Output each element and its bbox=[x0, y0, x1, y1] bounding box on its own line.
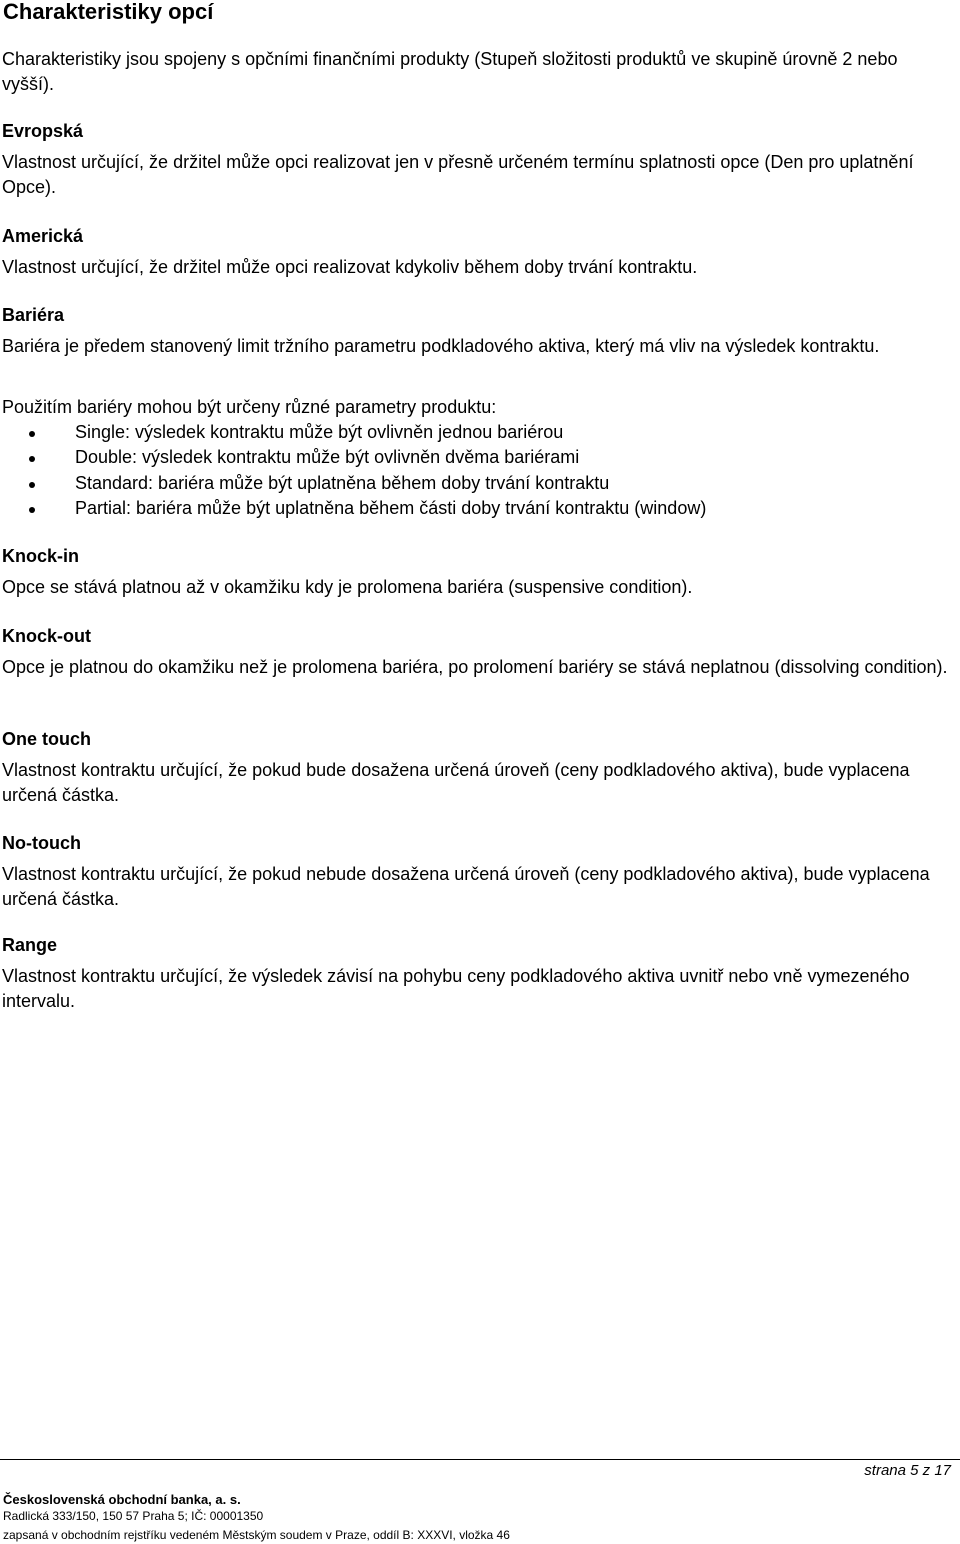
bullet-icon bbox=[29, 482, 35, 488]
section-notouch bbox=[2, 831, 954, 911]
section-knockout bbox=[2, 624, 954, 680]
list-item-text: Partial: bariéra může být uplatněna během části doby trvání kontraktu (window) bbox=[75, 498, 707, 518]
section-bariera bbox=[2, 303, 954, 359]
list-item bbox=[2, 496, 954, 522]
section-text-notouch: Vlastnost kontraktu určující, že pokud nebude dosažena určená úroveň (ceny podkladového aktiva), bude vyplacena určená částka. bbox=[2, 864, 930, 909]
list-item bbox=[2, 445, 954, 471]
list-item-text: Single: výsledek kontraktu může být ovlivněn jednou bariérou bbox=[75, 421, 564, 442]
section-heading-range: Range bbox=[2, 935, 58, 955]
bariera-parameter-list bbox=[2, 420, 954, 522]
list-item bbox=[2, 471, 954, 497]
section-text-bariera: Bariéra je předem stanovený limit tržního parametru podkladového aktiva, který má vliv na výsledek kontraktu. bbox=[2, 336, 880, 356]
list-item-text: Double: výsledek kontraktu může být ovlivněn dvěma bariérami bbox=[75, 447, 580, 467]
footer-registry: zapsaná v obchodním rejstříku vedeném Městským soudem v Praze, oddíl B: XXXVI, vložka 46 bbox=[3, 1528, 510, 1542]
section-heading-evropska: Evropská bbox=[2, 121, 84, 141]
bullet-icon bbox=[29, 456, 35, 462]
footer-address: Radlická 333/150, 150 57 Praha 5; IČ: 00001350 bbox=[3, 1509, 264, 1523]
list-item-text: Standard: bariéra může být uplatněna během doby trvání kontraktu bbox=[75, 472, 610, 493]
section-heading-onetouch: One touch bbox=[2, 729, 91, 749]
section-range bbox=[2, 933, 954, 1013]
section-onetouch bbox=[2, 727, 954, 807]
section-text-knockin: Opce se stává platnou až v okamžiku kdy je prolomena bariéra (suspensive condition). bbox=[2, 577, 693, 597]
section-heading-knockin: Knock-in bbox=[2, 546, 80, 566]
section-evropska bbox=[2, 119, 954, 199]
intro-section bbox=[2, 47, 954, 96]
page-number: strana 5 z 17 bbox=[864, 1462, 951, 1479]
section-heading-americka: Americká bbox=[2, 226, 84, 246]
page-title: Charakteristiky opcí bbox=[3, 0, 214, 24]
section-text-americka: Vlastnost určující, že držitel může opci realizovat kdykoliv během doby trvání kontraktu. bbox=[2, 257, 698, 277]
footer-divider bbox=[0, 1459, 960, 1460]
intro-text: Charakteristiky jsou spojeny s opčními finančními produkty (Stupeň složitosti produktů ve skupině úrovně 2 nebo vyšší). bbox=[2, 49, 898, 94]
section-text-knockout: Opce je platnou do okamžiku než je prolomena bariéra, po prolomení bariéry se stává neplatnou (dissolving condition). bbox=[2, 657, 948, 677]
section-bariera-usage bbox=[2, 395, 954, 522]
section-text-evropska: Vlastnost určující, že držitel může opci realizovat jen v přesně určeném termínu splatnosti opce (Den pro uplatnění Opce). bbox=[2, 152, 914, 197]
footer-company-name: Československá obchodní banka, a. s. bbox=[3, 1492, 241, 1507]
bariera-usage-intro: Použitím bariéry mohou být určeny různé parametry produktu: bbox=[2, 397, 497, 417]
section-heading-bariera: Bariéra bbox=[2, 305, 65, 325]
bullet-icon bbox=[29, 507, 35, 513]
section-text-range: Vlastnost kontraktu určující, že výsledek závisí na pohybu ceny podkladového aktiva uvnitř nebo vně vymezeného intervalu. bbox=[2, 966, 910, 1011]
section-text-onetouch: Vlastnost kontraktu určující, že pokud bude dosažena určená úroveň (ceny podkladového aktiva), bude vyplacena určená částka. bbox=[2, 760, 910, 805]
list-item bbox=[2, 420, 954, 446]
section-heading-knockout: Knock-out bbox=[2, 626, 91, 646]
section-heading-notouch: No-touch bbox=[2, 833, 81, 853]
bullet-icon bbox=[29, 431, 35, 437]
section-knockin bbox=[2, 544, 954, 600]
section-americka bbox=[2, 224, 954, 280]
